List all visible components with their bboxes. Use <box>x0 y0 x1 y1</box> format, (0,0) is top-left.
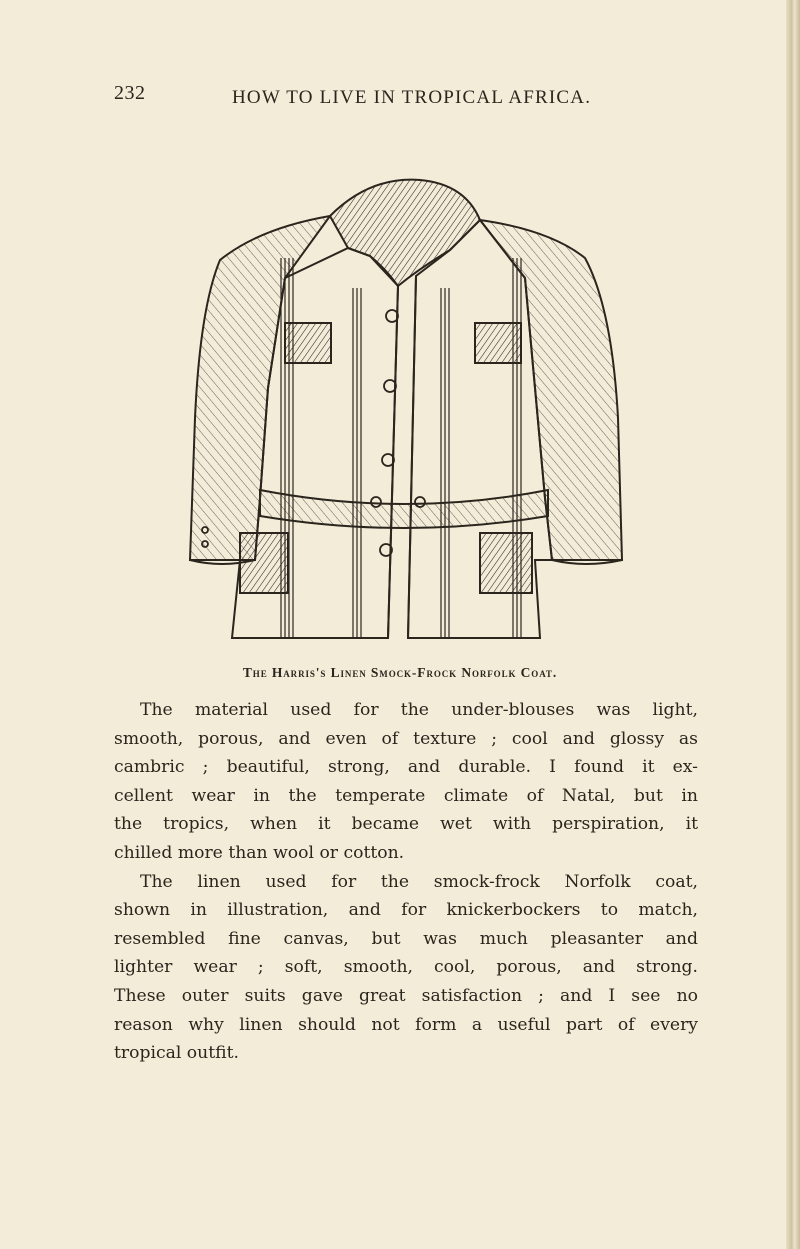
paragraph <box>114 868 698 1068</box>
right-chest-pocket <box>475 323 521 363</box>
coat-belt <box>260 490 548 528</box>
text-line: smooth, porous, and even of texture ; cool and glossy as <box>114 728 698 749</box>
text-line: the tropics, when it became wet with perspiration, it <box>114 814 698 835</box>
running-title: HOW TO LIVE IN TROPICAL AFRICA. <box>232 87 592 108</box>
coat-collar <box>330 180 480 286</box>
text-line: The linen used for the smock-frock Norfolk coat, <box>140 871 698 892</box>
body-text <box>114 696 698 1068</box>
running-head <box>114 82 714 112</box>
text-line: reason why linen should not form a useful part of every <box>114 1014 698 1035</box>
text-line: chilled more than wool or cotton. <box>114 842 405 863</box>
paragraph <box>114 696 698 868</box>
text-line: cambric ; beautiful, strong, and durable. I found it ex- <box>114 757 698 778</box>
page-number: 232 <box>114 82 146 104</box>
page-edge <box>786 0 800 1249</box>
left-chest-pocket <box>285 323 331 363</box>
text-line: lighter wear ; soft, smooth, cool, porous, and strong. <box>114 957 698 978</box>
right-lower-pocket <box>480 533 532 593</box>
left-lower-pocket <box>240 533 288 593</box>
coat-illustration <box>180 168 630 648</box>
text-line: tropical outfit. <box>114 1043 239 1064</box>
text-line: The material used for the under-blouses was light, <box>140 700 698 720</box>
text-line: These outer suits gave great satisfaction ; and I see no <box>114 985 698 1006</box>
text-line: resembled fine canvas, but was much pleasanter and <box>114 928 698 949</box>
figure-caption: The Harris's Linen Smock-Frock Norfolk Coat. <box>242 665 558 680</box>
text-line: shown in illustration, and for knickerbockers to match, <box>114 900 698 921</box>
coat-engraving <box>180 168 630 648</box>
text-line: cellent wear in the temperate climate of Natal, but in <box>114 785 698 806</box>
